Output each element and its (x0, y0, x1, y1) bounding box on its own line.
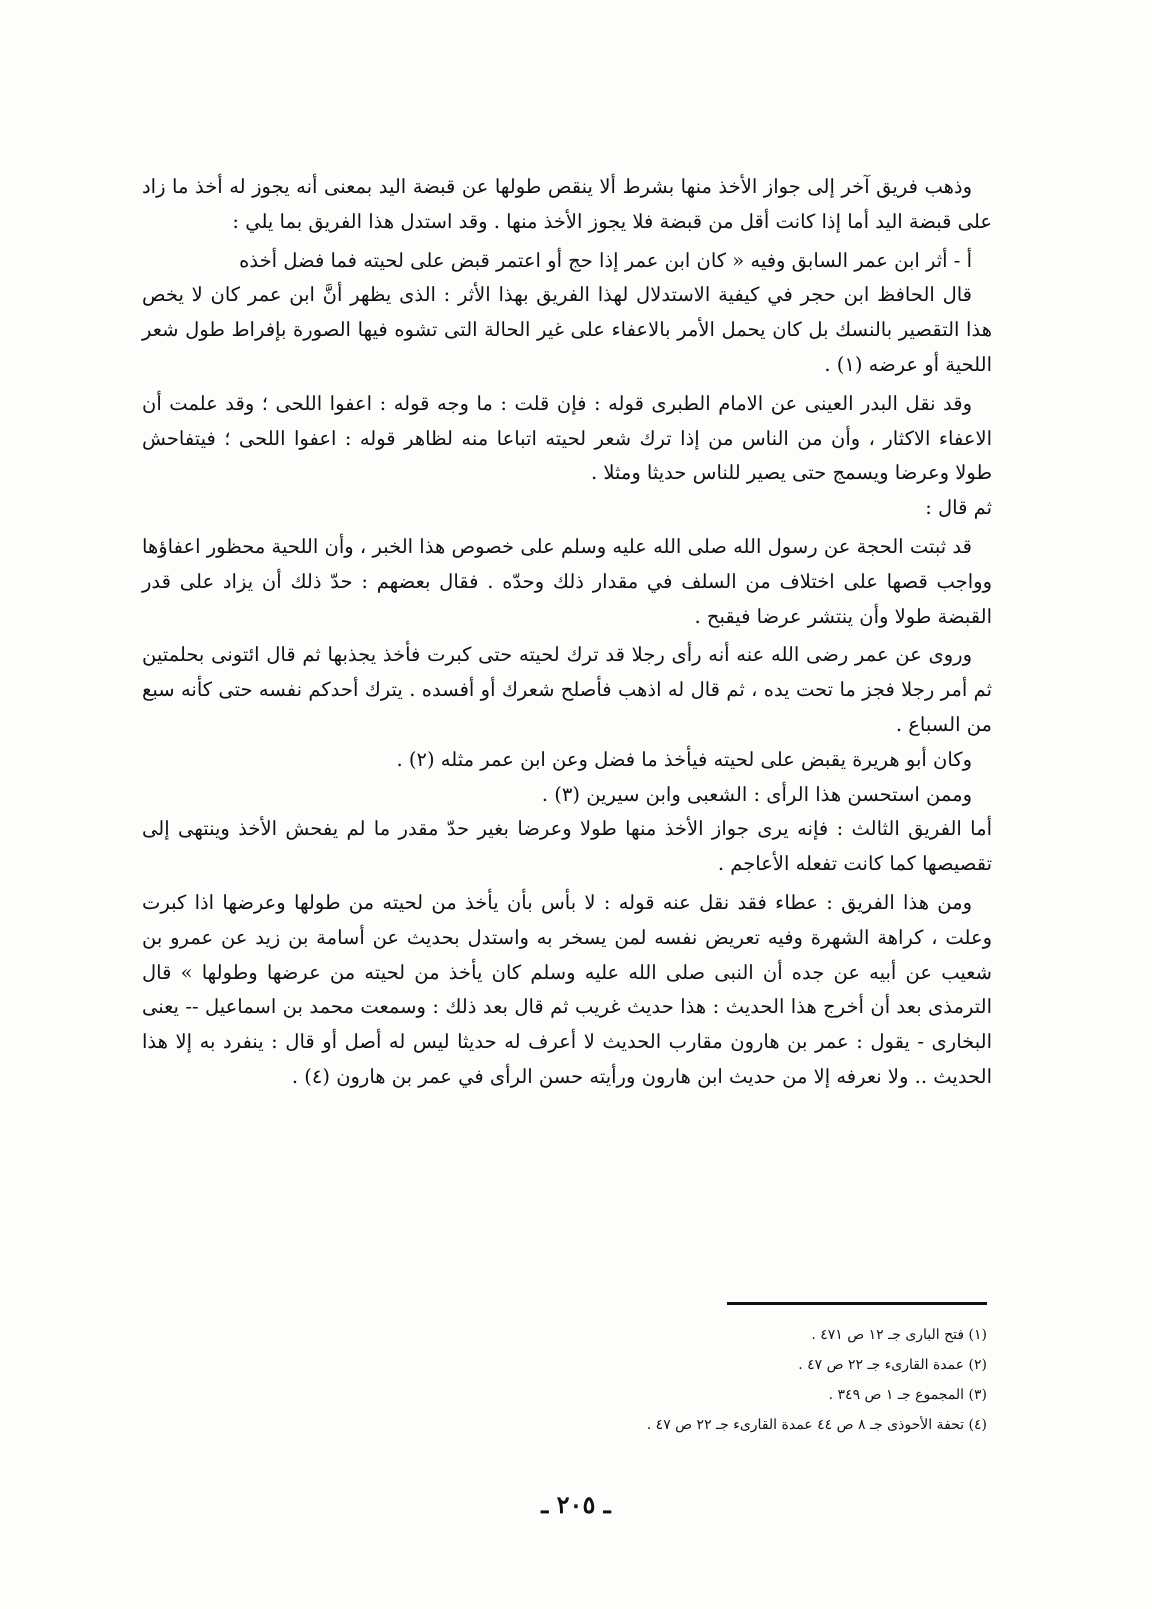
paragraph-2: أ - أثر ابن عمر السابق وفيه « كان ابن عمر إذا حج أو اعتمر قبض على لحيته فما فضل أخذه (239, 248, 972, 272)
paragraph-9: وممن استحسن هذا الرأى : الشعبى وابن سيرين (٣) . (541, 782, 972, 806)
paragraph-4: وقد نقل البدر العينى عن الامام الطبرى قوله : فإن قلت : ما وجه قوله : اعفوا اللحى ؛ وقد علمت أن الاعفاء الاكثار ، وأن من الناس من إذا ترك شعر لحيته اتباعا منه لظاهر قوله : اعفوا اللحى ؛ فيتفاحش طولا وعرضا ويسمج حتى يصير للناس حديثا ومثلا . (142, 391, 993, 485)
paragraph-3: قال الحافظ ابن حجر في كيفية الاستدلال لهذا الفريق بهذا الأثر : الذى يظهر أنَّ ابن عمر كان لا يخص هذا التقصير بالنسك بل كان يحمل الأمر بالاعفاء على غير الحالة التى تشوه فيها الصورة بإفراط طول شعر اللحية أو عرضه (١) . (142, 283, 992, 376)
paragraph-7: وروى عن عمر رضى الله عنه أنه رأى رجلا قد ترك لحيته حتى كبرت فأخذ يجذبها ثم قال ائتونى بحلمتين ثم أمر رجلا فجز ما تحت يده ، ثم قال له اذهب فأصلح شعرك أو أفسده . يترك أحدكم نفسه حتى كأنه سبع من السباع . (142, 643, 992, 736)
footnotes (287, 1320, 987, 1440)
footnote-4: (٤) تحفة الأحوذى جـ ٨ ص ٤٤ عمدة القارىء جـ ٢٢ ص ٤٧ . (646, 1417, 987, 1433)
footnote-divider (727, 1302, 987, 1305)
footnote-3: (٣) المجموع جـ ١ ص ٣٤٩ . (828, 1387, 987, 1403)
paragraph-10: أما الفريق الثالث : فإنه يرى جواز الأخذ منها طولا وعرضا بغير حدّ مقدر ما لم يفحش الأخذ وينتهى إلى تقصيصها كما كانت تفعله الأعاجم . (142, 817, 992, 876)
paragraph-6: قد ثبتت الحجة عن رسول الله صلى الله عليه وسلم على خصوص هذا الخبر ، وأن اللحية محظور اعفاؤها وواجب قصها على اختلاف من السلف في مقدار ذلك وحدّه . فقال بعضهم : حدّ ذلك أن يزاد على قدر القبضة طولا وأن ينتشر عرضا فيقبح . (142, 534, 992, 628)
footnote-2: (٢) عمدة القارىء جـ ٢٢ ص ٤٧ . (798, 1357, 987, 1373)
main-text (142, 170, 992, 1095)
footnote-1: (١) فتح البارى جـ ١٢ ص ٤٧١ . (811, 1327, 987, 1343)
paragraph-8: وكان أبو هريرة يقبض على لحيته فيأخذ ما فضل وعن ابن عمر مثله (٢) . (396, 747, 972, 771)
paragraph-5: ثم قال : (925, 496, 992, 520)
paragraph-1: وذهب فريق آخر إلى جواز الأخذ منها بشرط ألا ينقص طولها عن قبضة اليد بمعنى أنه يجوز له أخذ ما زاد على قبضة اليد أما إذا كانت أقل من قبضة فلا يجوز الأخذ منها . وقد استدل هذا الفريق بما يلي : (142, 175, 992, 233)
paragraph-11: ومن هذا الفريق : عطاء فقد نقل عنه قوله : لا بأس بأن يأخذ من لحيته من طولها وعرضها اذا كبرت وعلت ، كراهة الشهرة وفيه تعريض نفسه لمن يسخر به واستدل بحديث عن أسامة بن زيد عن عمرو بن شعيب عن أبيه عن جده أن النبى صلى الله عليه وسلم كان يأخذ من لحيته من عرضها وطولها » قال الترمذى بعد أن أخرج هذا الحديث : هذا حديث غريب ثم قال بعد ذلك : وسمعت محمد بن اسماعيل -- يعنى البخارى - يقول : عمر بن هارون مقارب الحديث لا أعرف له حديثا ليس له أصل أو قال : ينفرد به إلا هذا الحديث .. ولا نعرفه إلا من حديث ابن هارون ورأيته حسن الرأى في عمر بن هارون (٤) . (142, 890, 992, 1088)
page-number: ـ ٢٠٥ ـ (541, 1490, 611, 1519)
